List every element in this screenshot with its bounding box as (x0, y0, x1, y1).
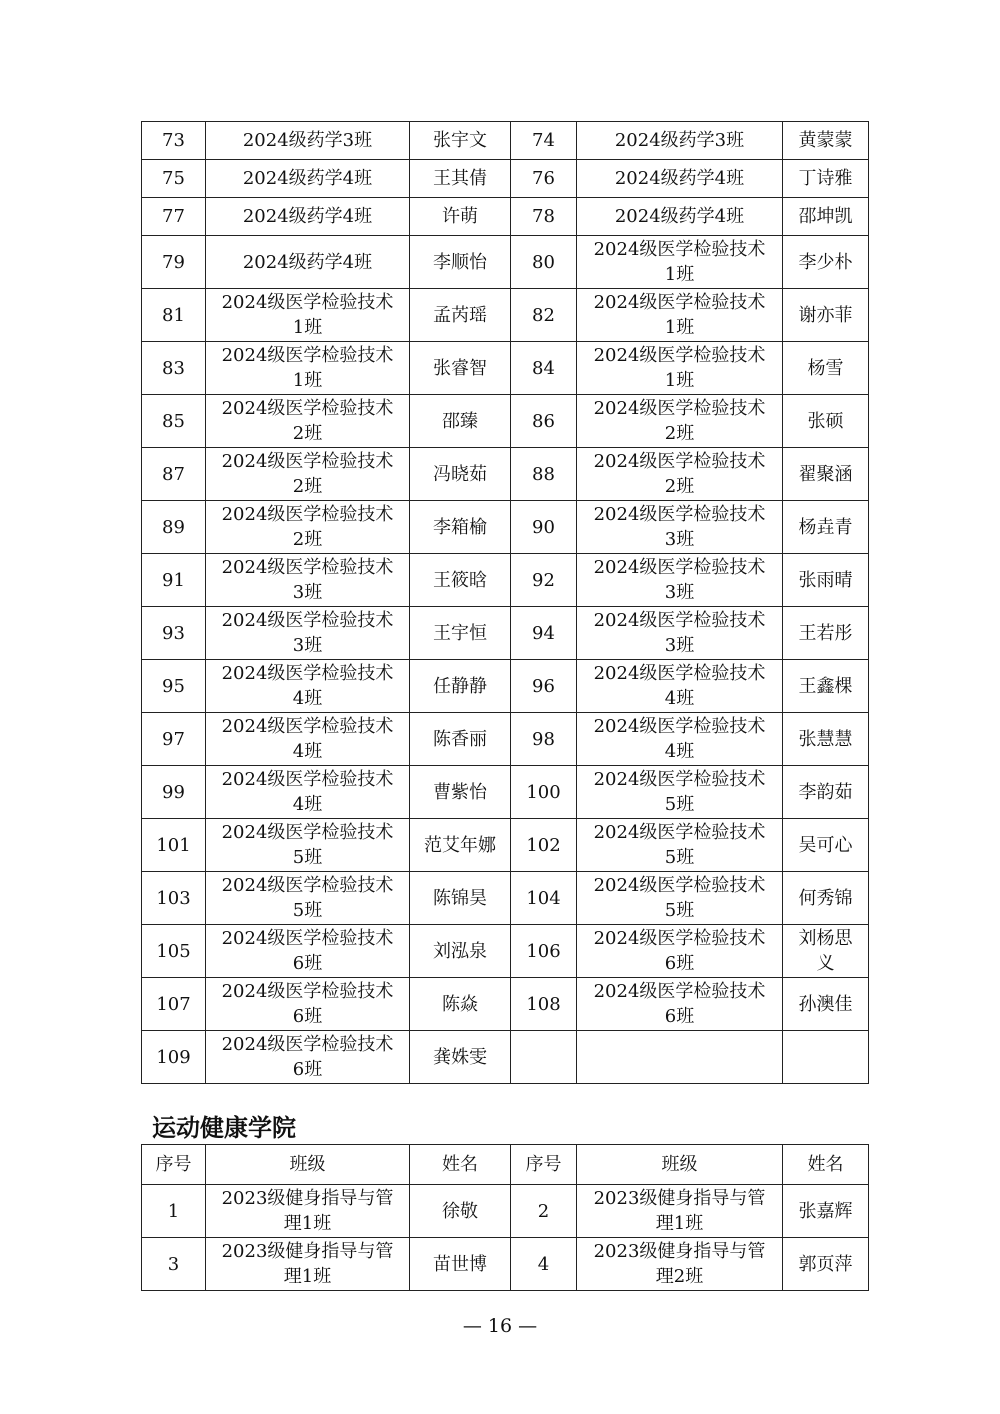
table-row (142, 198, 869, 236)
class-cell (577, 819, 783, 872)
class-cell (577, 395, 783, 448)
table-row (142, 448, 869, 501)
class-cell (577, 448, 783, 501)
name-cell: 张嘉辉 (783, 1185, 869, 1238)
class-cell (577, 1238, 783, 1291)
name-cell: 陈香丽 (410, 713, 511, 766)
class-cell (206, 448, 410, 501)
class-cell: 2024级药学4班 (577, 160, 783, 198)
name-cell: 李顺怡 (410, 236, 511, 289)
class-text: 2024级医学检验技术2班 (221, 451, 394, 497)
seq-cell: 75 (142, 160, 206, 198)
class-text: 2023级健身指导与管理2班 (593, 1241, 766, 1287)
class-cell: 2024级药学4班 (206, 198, 410, 236)
class-cell (206, 342, 410, 395)
class-text: 2024级医学检验技术3班 (221, 557, 394, 603)
name-cell: 曹紫怡 (410, 766, 511, 819)
table-row (142, 236, 869, 289)
name-cell: 王宇恒 (410, 607, 511, 660)
name-cell: 黄蒙蒙 (783, 122, 869, 160)
name-cell: 吴可心 (783, 819, 869, 872)
class-text: 2024级医学检验技术2班 (593, 451, 766, 497)
class-text: 2024级医学检验技术6班 (593, 928, 766, 974)
seq-cell: 85 (142, 395, 206, 448)
class-text: 2024级医学检验技术6班 (593, 981, 766, 1027)
table-row (142, 1185, 869, 1238)
class-text: 2024级医学检验技术1班 (221, 292, 394, 338)
name-cell: 陈焱 (410, 978, 511, 1031)
table-row (142, 1238, 869, 1291)
seq-cell: 97 (142, 713, 206, 766)
seq-cell: 80 (511, 236, 577, 289)
name-cell: 陈锦昊 (410, 872, 511, 925)
header-name: 姓名 (410, 1145, 511, 1185)
seq-cell: 96 (511, 660, 577, 713)
class-text: 2024级医学检验技术1班 (593, 292, 766, 338)
name-cell: 何秀锦 (783, 872, 869, 925)
class-cell: 2024级药学3班 (577, 122, 783, 160)
seq-cell: 79 (142, 236, 206, 289)
seq-cell: 2 (511, 1185, 577, 1238)
seq-cell: 1 (142, 1185, 206, 1238)
header-class: 班级 (577, 1145, 783, 1185)
name-cell: 李箱榆 (410, 501, 511, 554)
class-cell (577, 342, 783, 395)
class-cell (206, 607, 410, 660)
class-text: 2023级健身指导与管理1班 (221, 1241, 394, 1287)
seq-cell: 87 (142, 448, 206, 501)
student-table-sports-health (141, 1144, 869, 1291)
name-cell (783, 925, 869, 978)
class-text: 2024级医学检验技术3班 (593, 557, 766, 603)
seq-cell: 78 (511, 198, 577, 236)
seq-cell: 106 (511, 925, 577, 978)
table-row (142, 819, 869, 872)
class-cell (577, 766, 783, 819)
seq-cell: 86 (511, 395, 577, 448)
class-cell: 2024级药学4班 (206, 160, 410, 198)
name-cell: 刘泓泉 (410, 925, 511, 978)
table-row (142, 122, 869, 160)
student-table-continued (141, 121, 869, 1084)
class-text: 2024级医学检验技术4班 (221, 663, 394, 709)
name-cell: 邵臻 (410, 395, 511, 448)
name-cell: 张宇文 (410, 122, 511, 160)
class-text: 2024级医学检验技术1班 (221, 345, 394, 391)
seq-cell: 104 (511, 872, 577, 925)
name-cell: 许萌 (410, 198, 511, 236)
class-text: 2024级医学检验技术2班 (221, 398, 394, 444)
class-cell (577, 1185, 783, 1238)
class-text: 2023级健身指导与管理1班 (593, 1188, 766, 1234)
name-cell: 王若彤 (783, 607, 869, 660)
seq-cell: 84 (511, 342, 577, 395)
class-text: 2024级医学检验技术4班 (221, 716, 394, 762)
table-row (142, 766, 869, 819)
seq-cell: 94 (511, 607, 577, 660)
seq-cell: 81 (142, 289, 206, 342)
header-seq: 序号 (142, 1145, 206, 1185)
seq-cell: 73 (142, 122, 206, 160)
class-text: 2024级医学检验技术5班 (221, 875, 394, 921)
class-cell (206, 819, 410, 872)
class-cell (206, 1238, 410, 1291)
class-cell (206, 660, 410, 713)
seq-cell: 109 (142, 1031, 206, 1084)
class-text: 2024级医学检验技术1班 (593, 345, 766, 391)
seq-cell: 92 (511, 554, 577, 607)
name-cell: 翟聚涵 (783, 448, 869, 501)
class-cell (577, 236, 783, 289)
class-text: 2024级医学检验技术6班 (221, 1034, 394, 1080)
name-cell: 冯晓茹 (410, 448, 511, 501)
seq-cell: 83 (142, 342, 206, 395)
table-header-row (142, 1145, 869, 1185)
name-cell: 丁诗雅 (783, 160, 869, 198)
header-class: 班级 (206, 1145, 410, 1185)
table-row (142, 554, 869, 607)
seq-cell: 76 (511, 160, 577, 198)
name-cell: 苗世博 (410, 1238, 511, 1291)
name-cell: 王其倩 (410, 160, 511, 198)
class-cell (577, 1031, 783, 1084)
class-cell (206, 766, 410, 819)
table-row (142, 501, 869, 554)
name-cell: 李少朴 (783, 236, 869, 289)
name-cell: 龚姝雯 (410, 1031, 511, 1084)
table-row (142, 1031, 869, 1084)
name-cell: 王筱晗 (410, 554, 511, 607)
name-cell: 张硕 (783, 395, 869, 448)
name-cell: 谢亦菲 (783, 289, 869, 342)
class-cell (577, 978, 783, 1031)
class-cell (577, 554, 783, 607)
table-row (142, 607, 869, 660)
header-seq: 序号 (511, 1145, 577, 1185)
class-text: 2024级医学检验技术5班 (593, 822, 766, 868)
seq-cell: 93 (142, 607, 206, 660)
class-cell (206, 554, 410, 607)
name-cell: 张慧慧 (783, 713, 869, 766)
class-text: 2024级医学检验技术3班 (221, 610, 394, 656)
class-cell: 2024级药学3班 (206, 122, 410, 160)
seq-cell: 91 (142, 554, 206, 607)
class-cell: 2024级药学4班 (206, 236, 410, 289)
class-cell (577, 501, 783, 554)
class-cell (206, 289, 410, 342)
header-name: 姓名 (783, 1145, 869, 1185)
table-row (142, 713, 869, 766)
seq-cell: 102 (511, 819, 577, 872)
table-row (142, 925, 869, 978)
class-cell (577, 925, 783, 978)
name-cell: 孙澳佳 (783, 978, 869, 1031)
class-text: 2024级医学检验技术5班 (593, 769, 766, 815)
seq-cell: 100 (511, 766, 577, 819)
seq-cell: 101 (142, 819, 206, 872)
name-cell: 范艾年娜 (410, 819, 511, 872)
name-cell: 徐敬 (410, 1185, 511, 1238)
class-text: 2024级医学检验技术5班 (593, 875, 766, 921)
seq-cell: 88 (511, 448, 577, 501)
class-text: 2024级医学检验技术1班 (593, 239, 766, 285)
seq-cell: 107 (142, 978, 206, 1031)
class-cell (206, 925, 410, 978)
seq-cell: 77 (142, 198, 206, 236)
class-cell: 2024级药学4班 (577, 198, 783, 236)
class-cell (206, 978, 410, 1031)
seq-cell: 4 (511, 1238, 577, 1291)
table-row (142, 872, 869, 925)
name-cell: 杨垚青 (783, 501, 869, 554)
class-text: 2023级健身指导与管理1班 (221, 1188, 394, 1234)
name-cell: 孟芮瑶 (410, 289, 511, 342)
page-number: — 16 — (462, 1315, 538, 1337)
seq-cell: 3 (142, 1238, 206, 1291)
class-text: 2024级医学检验技术6班 (221, 928, 394, 974)
seq-cell (511, 1031, 577, 1084)
name-cell (783, 1031, 869, 1084)
table-row (142, 289, 869, 342)
seq-cell: 99 (142, 766, 206, 819)
table-row (142, 660, 869, 713)
class-text: 2024级医学检验技术6班 (221, 981, 394, 1027)
class-text: 2024级医学检验技术4班 (593, 663, 766, 709)
seq-cell: 82 (511, 289, 577, 342)
class-cell (577, 289, 783, 342)
class-cell (577, 872, 783, 925)
name-cell: 任静静 (410, 660, 511, 713)
seq-cell: 103 (142, 872, 206, 925)
name-cell: 王鑫棵 (783, 660, 869, 713)
class-cell (206, 872, 410, 925)
section-title: 运动健康学院 (152, 1114, 296, 1142)
class-text: 2024级医学检验技术3班 (593, 504, 766, 550)
class-text: 2024级医学检验技术5班 (221, 822, 394, 868)
name-cell: 张雨晴 (783, 554, 869, 607)
seq-cell: 89 (142, 501, 206, 554)
seq-cell: 90 (511, 501, 577, 554)
class-cell (206, 713, 410, 766)
name-cell: 邵坤凯 (783, 198, 869, 236)
table-row (142, 342, 869, 395)
class-cell (206, 395, 410, 448)
seq-cell: 105 (142, 925, 206, 978)
table-row (142, 160, 869, 198)
name-cell: 李韵茹 (783, 766, 869, 819)
class-text: 2024级医学检验技术4班 (221, 769, 394, 815)
class-cell (206, 1185, 410, 1238)
table-row (142, 395, 869, 448)
name-cell: 杨雪 (783, 342, 869, 395)
seq-cell: 98 (511, 713, 577, 766)
seq-cell: 95 (142, 660, 206, 713)
seq-cell: 108 (511, 978, 577, 1031)
name-text: 刘杨思义 (798, 928, 853, 974)
table-row (142, 978, 869, 1031)
class-cell (577, 607, 783, 660)
class-text: 2024级医学检验技术3班 (593, 610, 766, 656)
class-text: 2024级医学检验技术4班 (593, 716, 766, 762)
name-cell: 郭页萍 (783, 1238, 869, 1291)
name-cell: 张睿智 (410, 342, 511, 395)
class-cell (577, 713, 783, 766)
class-cell (206, 501, 410, 554)
class-text: 2024级医学检验技术2班 (221, 504, 394, 550)
class-text: 2024级医学检验技术2班 (593, 398, 766, 444)
class-cell (577, 660, 783, 713)
seq-cell: 74 (511, 122, 577, 160)
class-cell (206, 1031, 410, 1084)
